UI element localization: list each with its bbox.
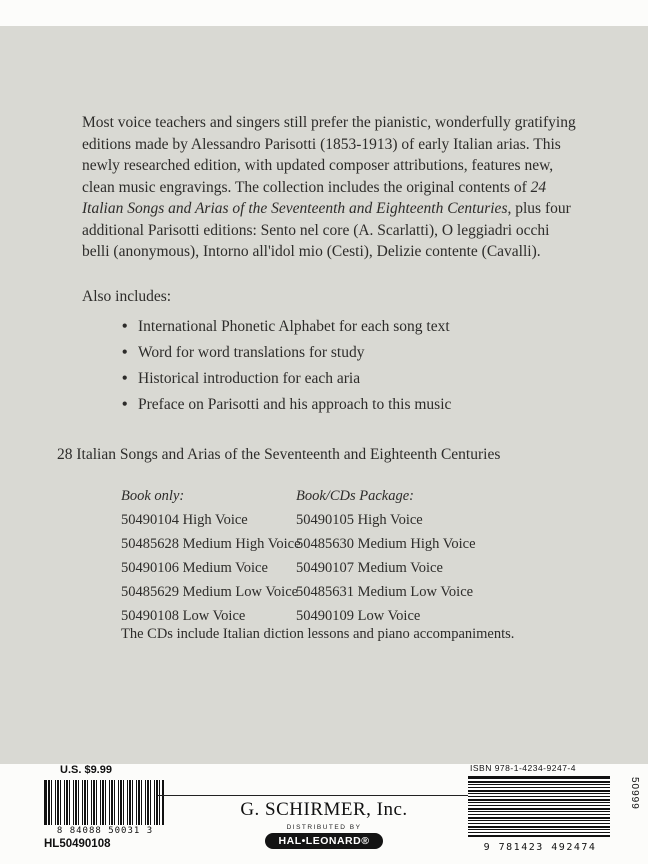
bullet-item: • Word for word translations for study bbox=[122, 340, 562, 366]
price-code: 50999 bbox=[629, 777, 640, 810]
bullet-item: • Historical introduction for each aria bbox=[122, 366, 562, 392]
catalog-row: 50490104 High Voice bbox=[121, 512, 248, 528]
upc-barcode bbox=[44, 780, 166, 836]
hal-leonard-logo: HAL•LEONARD® bbox=[265, 833, 384, 849]
catalog-number: HL50490108 bbox=[44, 838, 111, 850]
bullet-item: • Preface on Parisotti and his approach to this music bbox=[122, 392, 562, 418]
catalog-row: 50485628 Medium High Voice bbox=[121, 536, 301, 552]
rotated-barcode-bars-icon bbox=[468, 776, 610, 837]
ean-digits: 9 781423 492474 bbox=[483, 842, 597, 853]
barcode-bars-icon bbox=[44, 780, 164, 825]
book-cds-column bbox=[296, 484, 551, 628]
catalog-row: 50485629 Medium Low Voice bbox=[121, 584, 299, 600]
publisher-block bbox=[158, 795, 490, 849]
catalog-row: 50490105 High Voice bbox=[296, 512, 423, 528]
distributed-by-label: DISTRIBUTED BY bbox=[286, 824, 362, 831]
catalog-row: 50485631 Medium Low Voice bbox=[296, 584, 474, 600]
price-label: U.S. $9.99 bbox=[60, 764, 112, 776]
catalog-row: 50490107 Medium Voice bbox=[296, 560, 443, 576]
cd-note: The CDs include Italian diction lessons and piano accompaniments. bbox=[121, 626, 515, 642]
series-title: 28 Italian Songs and Arias of the Seventeenth and Eighteenth Centuries bbox=[57, 446, 501, 463]
publisher-rule bbox=[158, 795, 490, 796]
book-only-column bbox=[121, 484, 301, 628]
catalog-row: 50485630 Medium High Voice bbox=[296, 536, 476, 552]
catalog-table bbox=[121, 484, 551, 628]
cover-panel bbox=[0, 26, 648, 764]
catalog-row: 50490106 Medium Voice bbox=[121, 560, 268, 576]
isbn-barcode-block bbox=[466, 763, 642, 857]
bullet-item: • International Phonetic Alphabet for each song text bbox=[122, 314, 562, 340]
upc-digits: 8 84088 50031 3 bbox=[56, 826, 154, 836]
publisher-name: G. SCHIRMER, Inc. bbox=[240, 799, 408, 820]
intro-text-after: , plus four additional Parisotti editions: Sento nel core (A. Scarlatti), O leggiadri occhi belli (anonymous), Intorno all'idol mio (Cesti), Delizie contente (Cavalli). bbox=[82, 200, 571, 260]
book-cds-header: Book/CDs Package: bbox=[296, 488, 414, 504]
catalog-row: 50490109 Low Voice bbox=[296, 608, 421, 624]
features-bullet-list bbox=[122, 314, 562, 418]
intro-italic-title: 24 Italian Songs and Arias of the Seventeenth and Eighteenth Centuries bbox=[82, 178, 547, 217]
intro-text-before: Most voice teachers and singers still prefer the pianistic, wonderfully gratifying editions made by Alessandro Parisotti (1853-1913) of early Italian arias. This newly researched edition, with updated composer attributions, features new, clean music engravings. The collection includes the original contents of bbox=[82, 114, 576, 196]
intro-paragraph bbox=[82, 112, 576, 263]
book-only-header: Book only: bbox=[121, 488, 185, 504]
also-includes-label: Also includes: bbox=[82, 288, 172, 305]
catalog-row: 50490108 Low Voice bbox=[121, 608, 246, 624]
isbn-label: ISBN 978-1-4234-9247-4 bbox=[470, 763, 576, 773]
